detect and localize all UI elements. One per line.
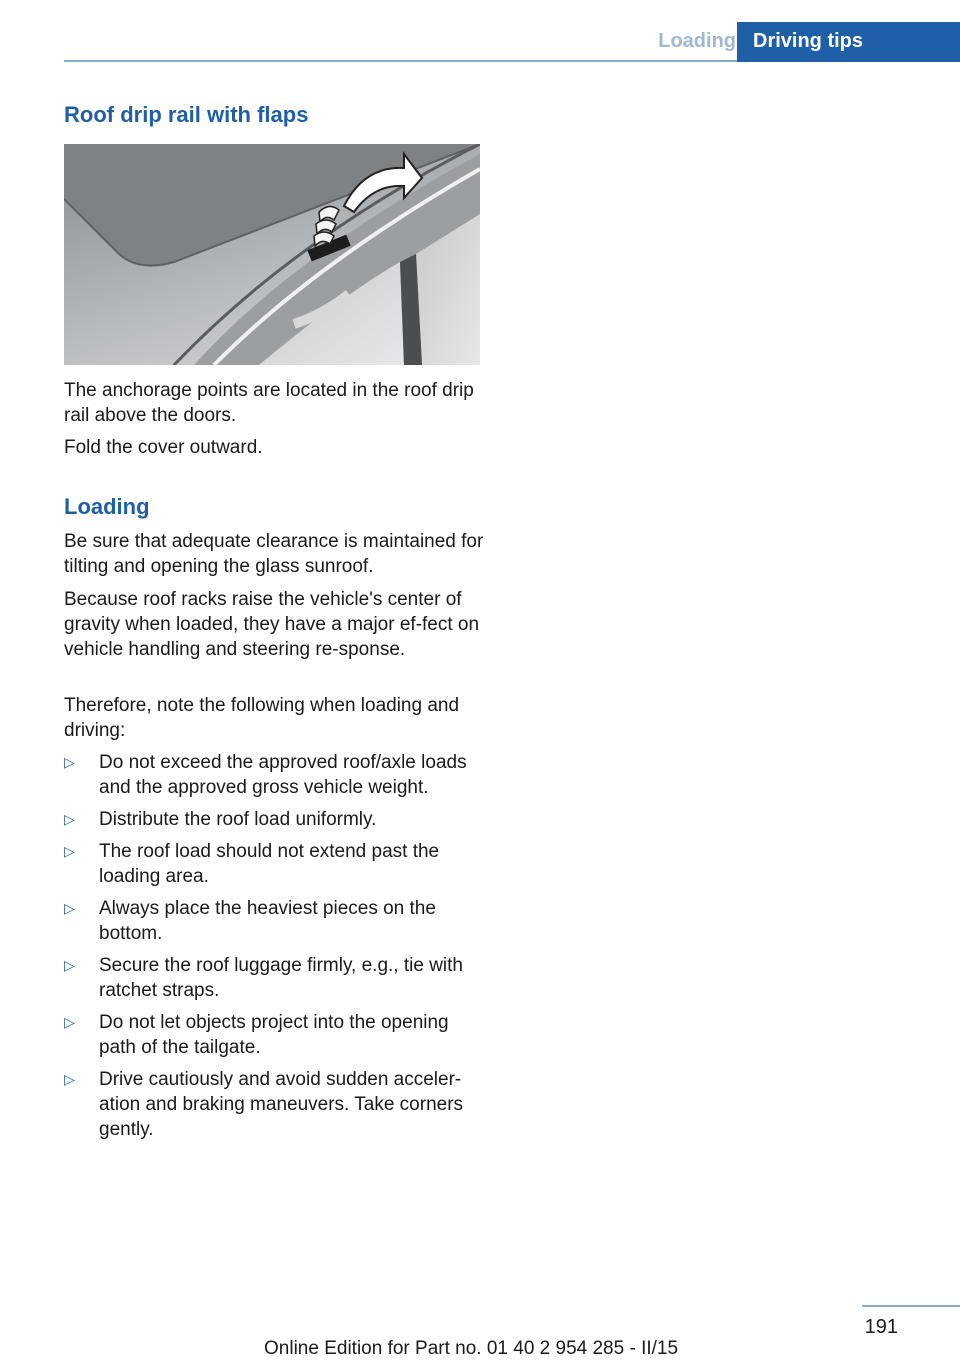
list-item-text: Always place the heaviest pieces on the bottom. (99, 898, 436, 944)
list-item-text: Drive cautiously and avoid sudden acceler-ation and braking maneuvers. Take corners gently. (99, 1069, 464, 1140)
loading-guidelines-list (64, 750, 484, 1149)
list-item (64, 839, 484, 889)
triangle-bullet-icon: ▷ (64, 957, 75, 973)
list-item (64, 953, 484, 1003)
list-item (64, 750, 484, 800)
list-item-text: The roof load should not extend past the loading area. (99, 841, 440, 887)
list-item (64, 1067, 484, 1142)
loading-subtitle: Loading (64, 494, 150, 519)
list-item (64, 807, 484, 832)
fold-cover-paragraph: Fold the cover outward. (64, 437, 263, 458)
center-of-gravity-paragraph: Because roof racks raise the vehicle's center of gravity when loaded, they have a major ef-fect on vehicle handling and steering re-sponse. (64, 589, 480, 660)
triangle-bullet-icon: ▷ (64, 1014, 75, 1030)
list-item-text: Do not exceed the approved roof/axle loads and the approved gross vehicle weight. (99, 752, 467, 798)
triangle-bullet-icon: ▷ (64, 900, 75, 916)
header-chapter-tab: Driving tips (737, 22, 960, 62)
section-title: Roof drip rail with flaps (64, 102, 309, 127)
triangle-bullet-icon: ▷ (64, 1071, 75, 1087)
triangle-bullet-icon: ▷ (64, 754, 75, 770)
edition-footer: Online Edition for Part no. 01 40 2 954 285 - II/15 (264, 1338, 679, 1359)
triangle-bullet-icon: ▷ (64, 843, 75, 859)
triangle-bullet-icon: ▷ (64, 811, 75, 827)
list-item-text: Secure the roof luggage firmly, e.g., tie with ratchet straps. (99, 955, 463, 1001)
list-item-text: Distribute the roof load uniformly. (99, 809, 377, 830)
clearance-paragraph: Be sure that adequate clearance is maintained for tilting and opening the glass sunroof. (64, 531, 484, 577)
list-item (64, 896, 484, 946)
list-item-text: Do not let objects project into the opening path of the tailgate. (99, 1012, 449, 1058)
footer-rule (862, 1305, 960, 1307)
page-number: 191 (864, 1316, 898, 1338)
roof-drip-rail-illustration (64, 144, 480, 365)
therefore-paragraph: Therefore, note the following when loading and driving: (64, 695, 460, 741)
anchorage-points-paragraph: The anchorage points are located in the roof drip rail above the doors. (64, 380, 474, 426)
header-section-label: Loading (658, 30, 736, 52)
list-item (64, 1010, 484, 1060)
